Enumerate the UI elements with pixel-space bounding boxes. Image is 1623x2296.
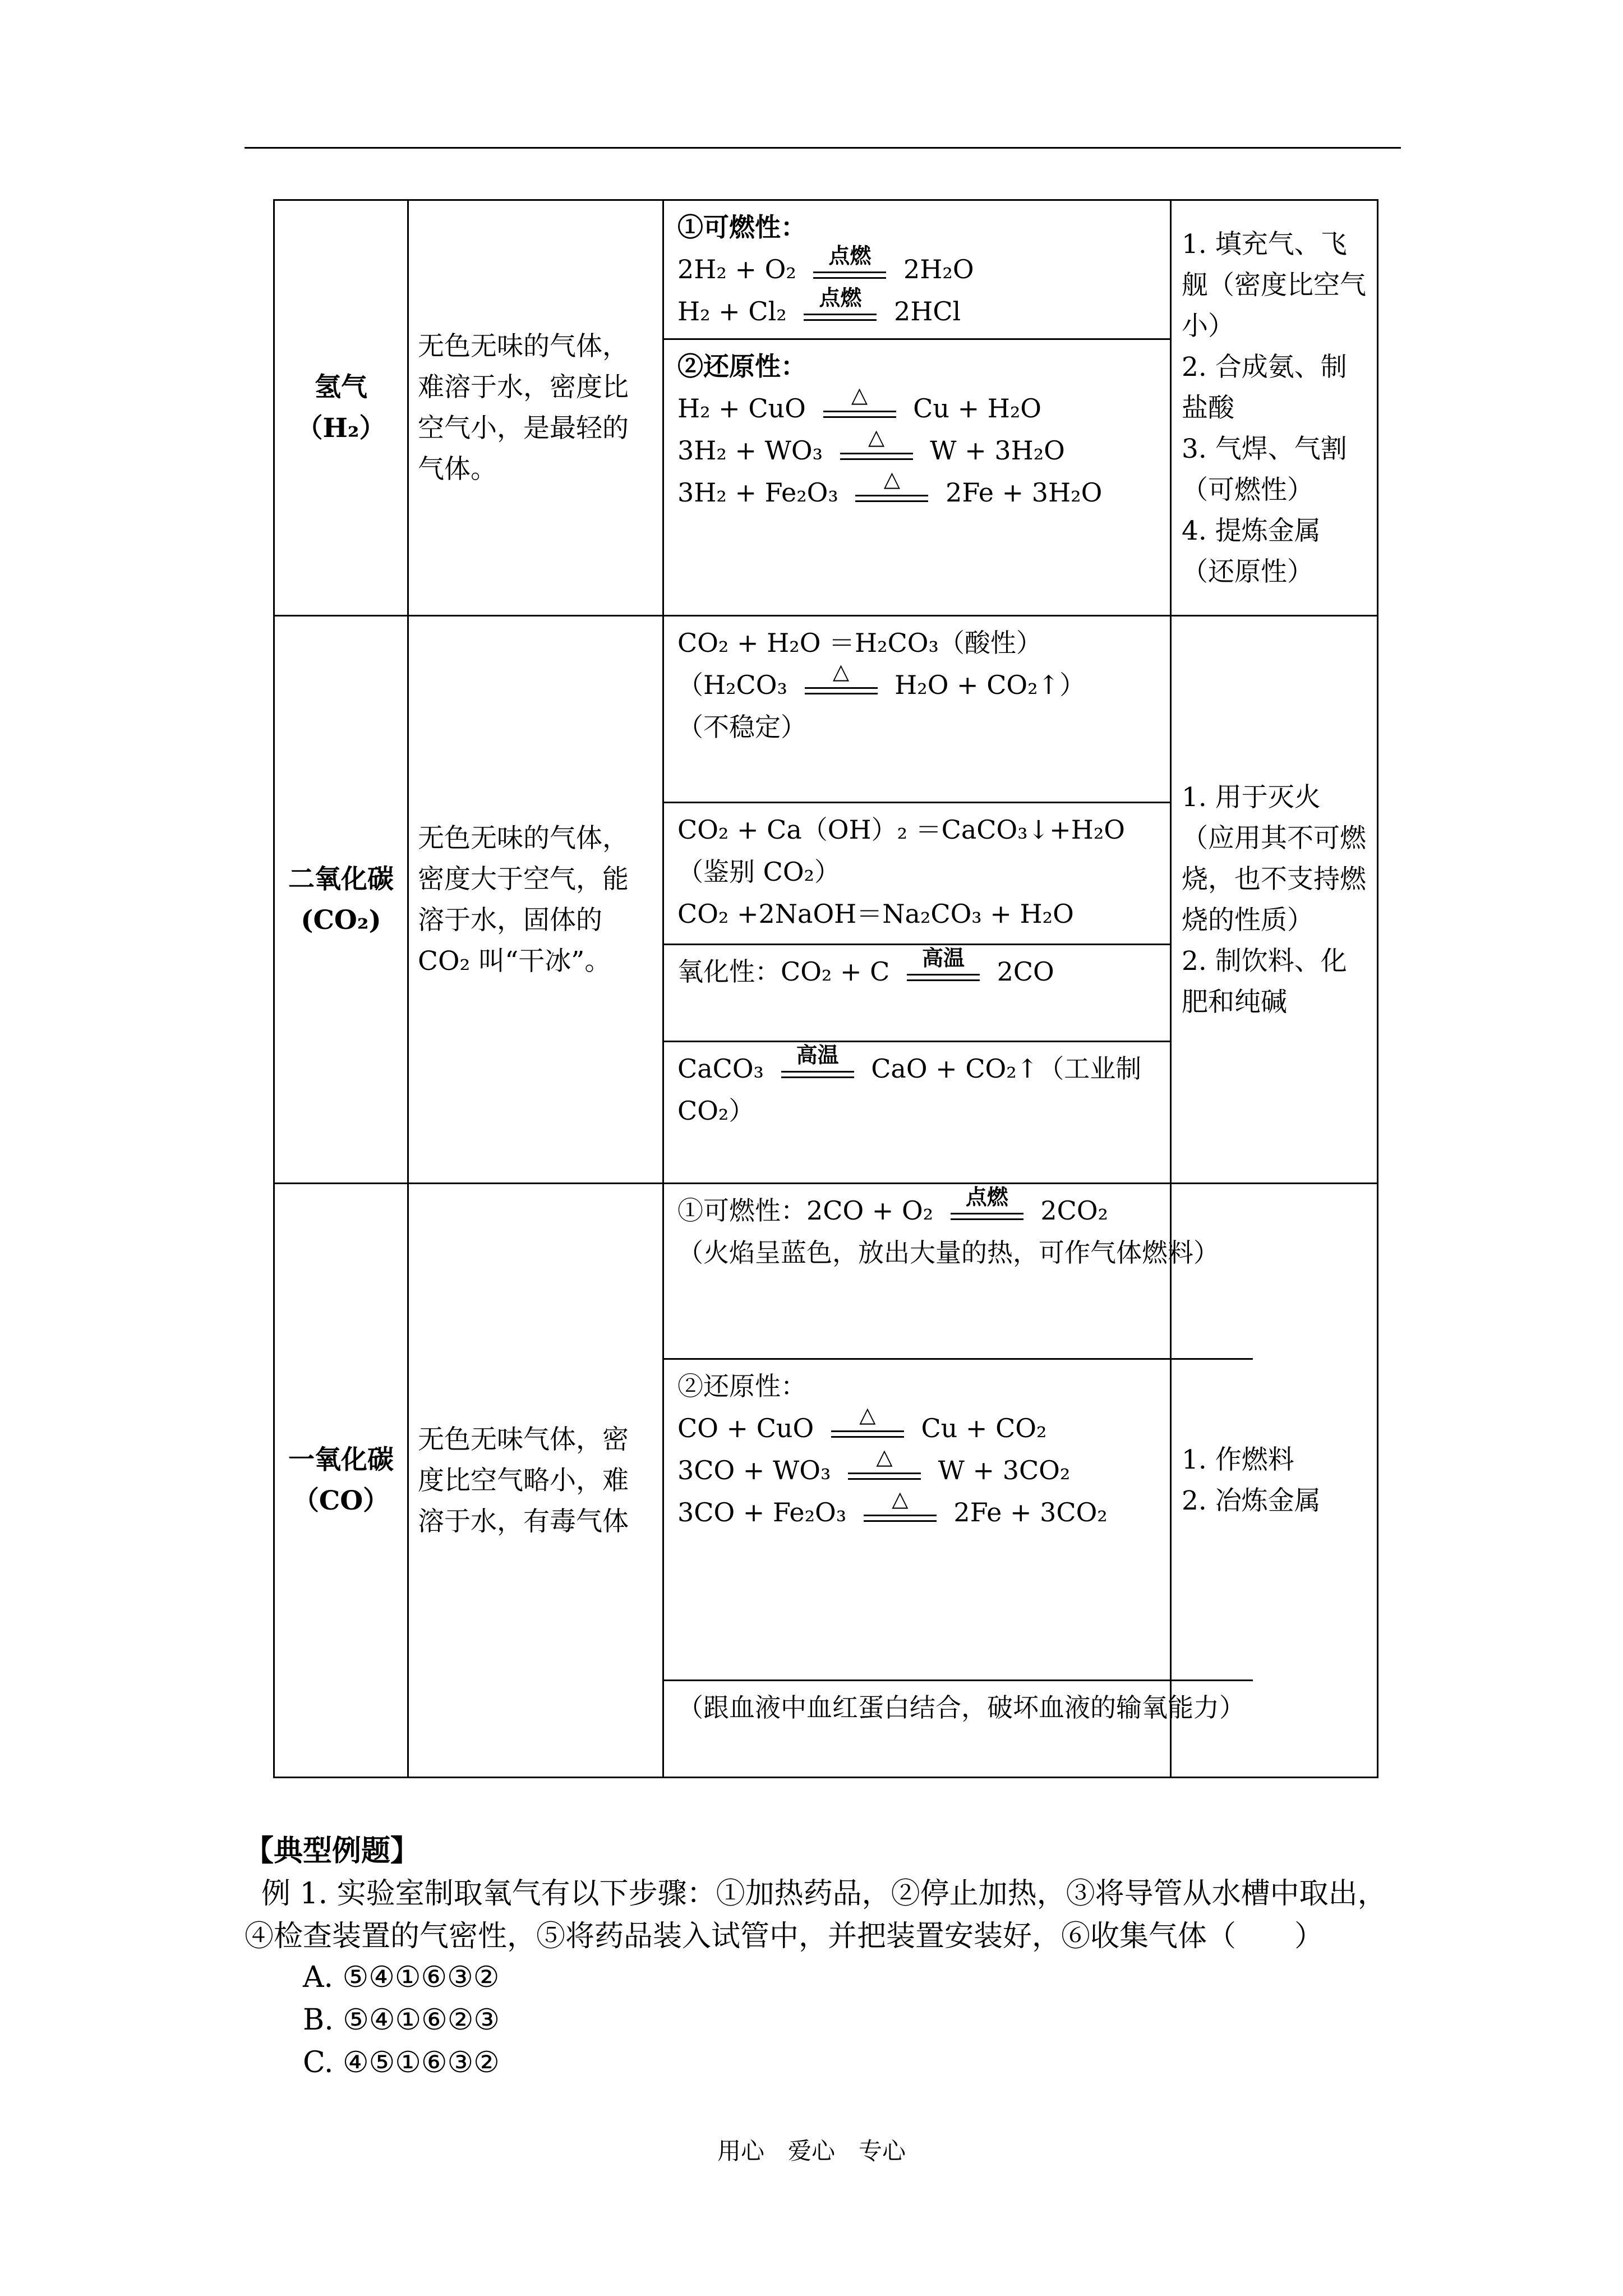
equation-line: 3CO + Fe₂O₃ △ 2Fe + 3CO₂ <box>677 1492 1245 1534</box>
question-text: 例 1. 实验室制取氧气有以下步骤：①加热药品，②停止加热，③将导管从水槽中取出，④检查装置的气密性，⑤将药品装入试管中，并把装置安装好，⑥收集气体（ ） <box>245 1877 1387 1953</box>
use-item: 3. 气焊、气割（可燃性） <box>1182 433 1347 505</box>
equation-line: （跟血液中血红蛋白结合，破坏血液的输氧能力） <box>677 1692 1245 1723</box>
equation-line: ①可燃性： <box>677 212 806 242</box>
reaction-group <box>664 1184 1253 1359</box>
reaction-group <box>664 945 1170 1042</box>
reaction-condition-arrow: △ <box>840 436 913 470</box>
option-a: A. ⑤④①⑥③② <box>303 1961 500 1994</box>
substance-name: 二氧化碳 (CO₂) <box>274 616 408 1184</box>
reaction-condition-arrow: 高温 <box>907 957 980 991</box>
section-title: 【典型例题】 <box>245 1834 420 1868</box>
reaction-condition-arrow: 高温 <box>781 1054 854 1088</box>
use-item: 2. 制饮料、化肥和纯碱 <box>1182 945 1347 1018</box>
physical-properties: 无色无味的气体，密度大于空气，能溶于水，固体的 CO₂ 叫“干冰”。 <box>408 616 663 1184</box>
substance-name: 一氧化碳 （CO） <box>274 1184 408 1778</box>
equation-line: （H₂CO₃ △ H₂O + CO₂↑） <box>677 664 1162 706</box>
reaction-group <box>664 1042 1170 1183</box>
uses <box>1171 200 1378 616</box>
table-row <box>274 616 1378 1184</box>
use-item: 2. 冶炼金属 <box>1182 1485 1321 1516</box>
equation-line: 2H₂ + O₂ 点燃 2H₂O <box>677 249 1162 291</box>
equation-line: H₂ + Cl₂ 点燃 2HCl <box>677 291 1162 333</box>
physical-properties: 无色无味的气体，难溶于水，密度比空气小，是最轻的气体。 <box>408 200 663 616</box>
equation-line: （不稳定） <box>677 712 806 742</box>
reaction-group <box>664 803 1170 945</box>
reaction-group <box>664 1359 1253 1681</box>
reaction-condition-arrow: △ <box>848 1456 921 1489</box>
uses <box>1171 616 1378 1184</box>
use-item: 1. 填充气、飞舰（密度比空气小） <box>1182 228 1366 342</box>
equation-line: CaCO₃ 高温 CaO + CO₂↑（工业制 <box>677 1048 1162 1090</box>
substance-name: 氢气 （H₂） <box>274 200 408 616</box>
gas-properties-table <box>273 199 1378 1778</box>
reaction-condition-arrow: △ <box>855 478 928 512</box>
reaction-group <box>664 616 1170 803</box>
equation-line: ①可燃性：2CO + O₂ 点燃 2CO₂ <box>677 1190 1245 1232</box>
reaction-group <box>664 201 1170 339</box>
reaction-condition-arrow: 点燃 <box>804 297 877 330</box>
reaction-condition-arrow: 点燃 <box>951 1196 1023 1230</box>
option-b: B. ⑤④①⑥②③ <box>303 2003 500 2037</box>
page-footer: 用心 爱心 专心 <box>717 2137 906 2165</box>
equation-line: CO₂ + Ca（OH）₂ ＝CaCO₃↓+H₂O <box>677 815 1125 845</box>
physical-properties: 无色无味气体，密度比空气略小，难溶于水，有毒气体 <box>408 1184 663 1778</box>
reaction-condition-arrow: △ <box>823 394 896 427</box>
equation-line: CO₂ +2NaOH＝Na₂CO₃ + H₂O <box>677 899 1074 929</box>
equation-line: 3H₂ + WO₃ △ W + 3H₂O <box>677 430 1162 472</box>
equation-line: ②还原性： <box>677 1371 806 1401</box>
use-item: 1. 用于灭火（应用其不可燃烧，也不支持燃烧的性质） <box>1182 781 1366 936</box>
header-rule <box>245 147 1401 149</box>
reaction-condition-arrow: 点燃 <box>813 255 886 288</box>
equation-line: CO + CuO △ Cu + CO₂ <box>677 1407 1245 1450</box>
equation-line: （鉴别 CO₂） <box>677 857 840 887</box>
equation-line: 氧化性：CO₂ + C 高温 2CO <box>677 951 1162 993</box>
reaction-condition-arrow: △ <box>805 670 878 704</box>
equation-line: ②还原性： <box>677 351 806 381</box>
equation-line: 3CO + WO₃ △ W + 3CO₂ <box>677 1450 1245 1492</box>
table-row <box>274 1184 1378 1778</box>
option-c: C. ④⑤①⑥③② <box>303 2046 500 2079</box>
use-item: 4. 提炼金属（还原性） <box>1182 515 1321 587</box>
chemical-properties <box>663 200 1171 616</box>
reaction-condition-arrow: △ <box>831 1414 904 1447</box>
equation-line: H₂ + CuO △ Cu + H₂O <box>677 388 1162 430</box>
equation-line: 3H₂ + Fe₂O₃ △ 2Fe + 3H₂O <box>677 472 1162 514</box>
reaction-group <box>664 339 1170 615</box>
chemical-properties <box>663 616 1171 1184</box>
use-item: 1. 作燃料 <box>1182 1444 1294 1475</box>
equation-line: CO₂ + H₂O ＝H₂CO₃（酸性） <box>677 628 1042 658</box>
reaction-group <box>664 1681 1253 1777</box>
table-row <box>274 200 1378 616</box>
equation-line: （火焰呈蓝色，放出大量的热，可作气体燃料） <box>677 1237 1219 1268</box>
equation-line: CO₂） <box>677 1096 755 1126</box>
use-item: 2. 合成氨、制盐酸 <box>1182 351 1347 424</box>
reaction-condition-arrow: △ <box>864 1498 937 1531</box>
